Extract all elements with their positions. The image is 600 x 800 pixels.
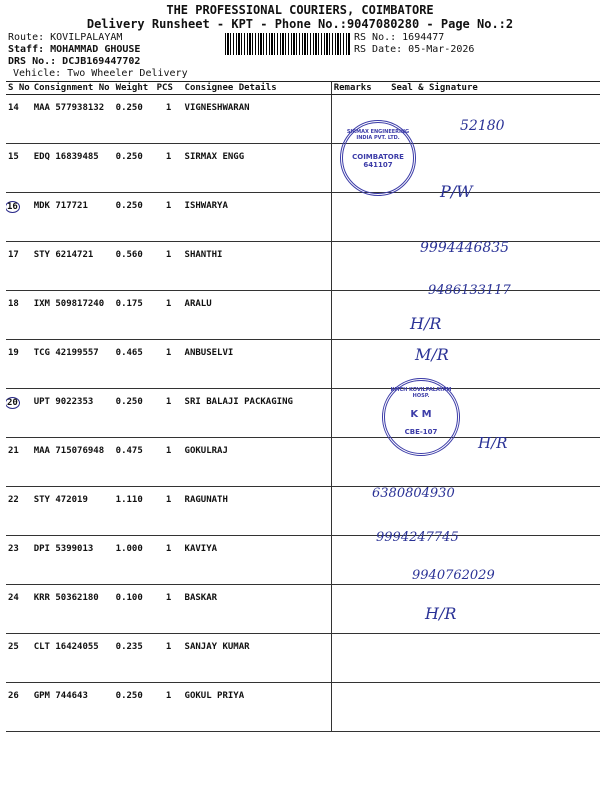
cell-consignee: SIRMAX ENGG bbox=[183, 144, 332, 193]
rs-number: RS No.: 1694477 bbox=[354, 32, 445, 43]
table-row bbox=[6, 144, 600, 193]
cell-remarks bbox=[331, 340, 383, 389]
table-header bbox=[6, 82, 600, 95]
cell-remarks bbox=[331, 193, 383, 242]
cell-pcs: 1 bbox=[155, 389, 183, 438]
cell-sno: 25 bbox=[6, 634, 32, 683]
cell-consignment: CLT 16424055 bbox=[32, 634, 114, 683]
cell-sno: 26 bbox=[6, 683, 32, 732]
cell-weight: 1.000 bbox=[114, 536, 155, 585]
cell-remarks bbox=[331, 683, 383, 732]
cell-remarks bbox=[331, 585, 383, 634]
cell-pcs: 1 bbox=[155, 585, 183, 634]
cell-weight: 0.250 bbox=[114, 144, 155, 193]
cell-consignee: SANJAY KUMAR bbox=[183, 634, 332, 683]
cell-weight: 0.235 bbox=[114, 634, 155, 683]
cell-sno: 23 bbox=[6, 536, 32, 585]
col-remarks: Remarks bbox=[331, 82, 383, 95]
table-row bbox=[6, 536, 600, 585]
cell-consignment: TCG 42199557 bbox=[32, 340, 114, 389]
cell-sno: 15 bbox=[6, 144, 32, 193]
handwriting-r18: 9486133117 bbox=[428, 283, 511, 298]
cell-weight: 1.110 bbox=[114, 487, 155, 536]
col-pcs: PCS bbox=[155, 82, 183, 95]
cell-weight: 0.475 bbox=[114, 438, 155, 487]
cell-consignment: STY 6214721 bbox=[32, 242, 114, 291]
cell-seal bbox=[383, 585, 600, 634]
handwriting-r22: H/R bbox=[478, 434, 508, 452]
cell-seal bbox=[383, 683, 600, 732]
cell-seal bbox=[383, 634, 600, 683]
handwriting-r26: H/R bbox=[425, 604, 457, 623]
cell-sno: 21 bbox=[6, 438, 32, 487]
cell-consignee: BASKAR bbox=[183, 585, 332, 634]
drs-number: DRS No.: DCJB169447702 bbox=[8, 56, 141, 67]
table-row bbox=[6, 634, 600, 683]
cell-weight: 0.175 bbox=[114, 291, 155, 340]
route-label: Route: KOVILPALAYAM bbox=[8, 32, 123, 43]
table-row bbox=[6, 193, 600, 242]
cell-sno: 22 bbox=[6, 487, 32, 536]
sirmax-stamp: SIRMAX ENGINEERING INDIA PVT. LTD. COIMBATORE 641107 bbox=[340, 120, 416, 196]
cell-consignment: GPM 744643 bbox=[32, 683, 114, 732]
table-row bbox=[6, 95, 600, 144]
cell-consignment: DPI 5399013 bbox=[32, 536, 114, 585]
table-row bbox=[6, 340, 600, 389]
company-title: THE PROFESSIONAL COURIERS, COIMBATORE bbox=[166, 3, 434, 17]
cell-consignment: UPT 9022353 bbox=[32, 389, 114, 438]
staff-label: Staff: MOHAMMAD GHOUSE bbox=[8, 44, 141, 55]
cell-weight: 0.250 bbox=[114, 95, 155, 144]
cell-remarks bbox=[331, 389, 383, 438]
cell-consignment: EDQ 16839485 bbox=[32, 144, 114, 193]
cell-consignee: GOKULRAJ bbox=[183, 438, 332, 487]
cell-pcs: 1 bbox=[155, 291, 183, 340]
cell-pcs: 1 bbox=[155, 242, 183, 291]
barcode bbox=[225, 33, 350, 55]
cell-remarks bbox=[331, 438, 383, 487]
cell-consignment: IXM 509817240 bbox=[32, 291, 114, 340]
cell-sno: 20 bbox=[6, 389, 32, 438]
cell-consignee: ARALU bbox=[183, 291, 332, 340]
col-sno: S No bbox=[8, 83, 30, 93]
cell-pcs: 1 bbox=[155, 95, 183, 144]
cell-consignment: MAA 577938132 bbox=[32, 95, 114, 144]
cell-weight: 0.100 bbox=[114, 585, 155, 634]
col-weight: Weight bbox=[114, 82, 155, 95]
cell-remarks bbox=[331, 242, 383, 291]
runsheet-table bbox=[6, 81, 600, 732]
handwriting-r24: 9994247745 bbox=[376, 530, 459, 545]
cell-weight: 0.250 bbox=[114, 389, 155, 438]
cell-pcs: 1 bbox=[155, 193, 183, 242]
handwriting-r15: P/W bbox=[440, 182, 473, 201]
cell-pcs: 1 bbox=[155, 487, 183, 536]
handwriting-r19: H/R bbox=[410, 314, 442, 333]
cell-pcs: 1 bbox=[155, 634, 183, 683]
handwriting-r20: M/R bbox=[415, 345, 449, 364]
handwriting-r14: 52180 bbox=[460, 118, 505, 134]
cell-consignment: KRR 50362180 bbox=[32, 585, 114, 634]
cell-sno: 16 bbox=[6, 193, 32, 242]
col-consignment: Consignment No bbox=[32, 82, 114, 95]
cell-consignee: KAVIYA bbox=[183, 536, 332, 585]
cell-pcs: 1 bbox=[155, 683, 183, 732]
cell-consignee: VIGNESHWARAN bbox=[183, 95, 332, 144]
table-row bbox=[6, 487, 600, 536]
cell-sno: 19 bbox=[6, 340, 32, 389]
handwriting-r17: 9994446835 bbox=[420, 240, 510, 256]
vehicle-label: Vehicle: Two Wheeler Delivery bbox=[13, 68, 188, 79]
cell-pcs: 1 bbox=[155, 340, 183, 389]
cell-consignee: ISHWARYA bbox=[183, 193, 332, 242]
cell-sno: 18 bbox=[6, 291, 32, 340]
cell-sno: 14 bbox=[6, 95, 32, 144]
handwriting-r23: 6380804930 bbox=[372, 486, 455, 501]
cell-pcs: 1 bbox=[155, 536, 183, 585]
table-row bbox=[6, 438, 600, 487]
col-seal: Seal & Signature bbox=[383, 82, 600, 95]
cell-seal bbox=[383, 193, 600, 242]
cell-seal bbox=[383, 144, 600, 193]
table-row bbox=[6, 683, 600, 732]
table-row bbox=[6, 585, 600, 634]
cell-consignment: MDK 717721 bbox=[32, 193, 114, 242]
col-consignee: Consignee Details bbox=[183, 82, 332, 95]
cell-consignee: SHANTHI bbox=[183, 242, 332, 291]
handwriting-r25: 9940762029 bbox=[412, 568, 495, 583]
cell-sno: 17 bbox=[6, 242, 32, 291]
cell-consignment: STY 472019 bbox=[32, 487, 114, 536]
rs-date: RS Date: 05-Mar-2026 bbox=[354, 44, 475, 55]
cell-pcs: 1 bbox=[155, 438, 183, 487]
cell-consignee: GOKUL PRIYA bbox=[183, 683, 332, 732]
cell-weight: 0.560 bbox=[114, 242, 155, 291]
cell-weight: 0.250 bbox=[114, 193, 155, 242]
cell-weight: 0.465 bbox=[114, 340, 155, 389]
cell-remarks bbox=[331, 634, 383, 683]
cell-remarks bbox=[331, 291, 383, 340]
kmch-stamp: KMCH KOVILPALAYAM HOSP. K M CBE-107 bbox=[382, 378, 460, 456]
table-row bbox=[6, 389, 600, 438]
cell-sno: 24 bbox=[6, 585, 32, 634]
cell-consignee: RAGUNATH bbox=[183, 487, 332, 536]
cell-consignee: ANBUSELVI bbox=[183, 340, 332, 389]
cell-pcs: 1 bbox=[155, 144, 183, 193]
cell-weight: 0.250 bbox=[114, 683, 155, 732]
runsheet-subtitle: Delivery Runsheet - KPT - Phone No.:9047080280 - Page No.:2 bbox=[86, 17, 514, 31]
cell-consignment: MAA 715076948 bbox=[32, 438, 114, 487]
cell-consignee: SRI BALAJI PACKAGING bbox=[183, 389, 332, 438]
